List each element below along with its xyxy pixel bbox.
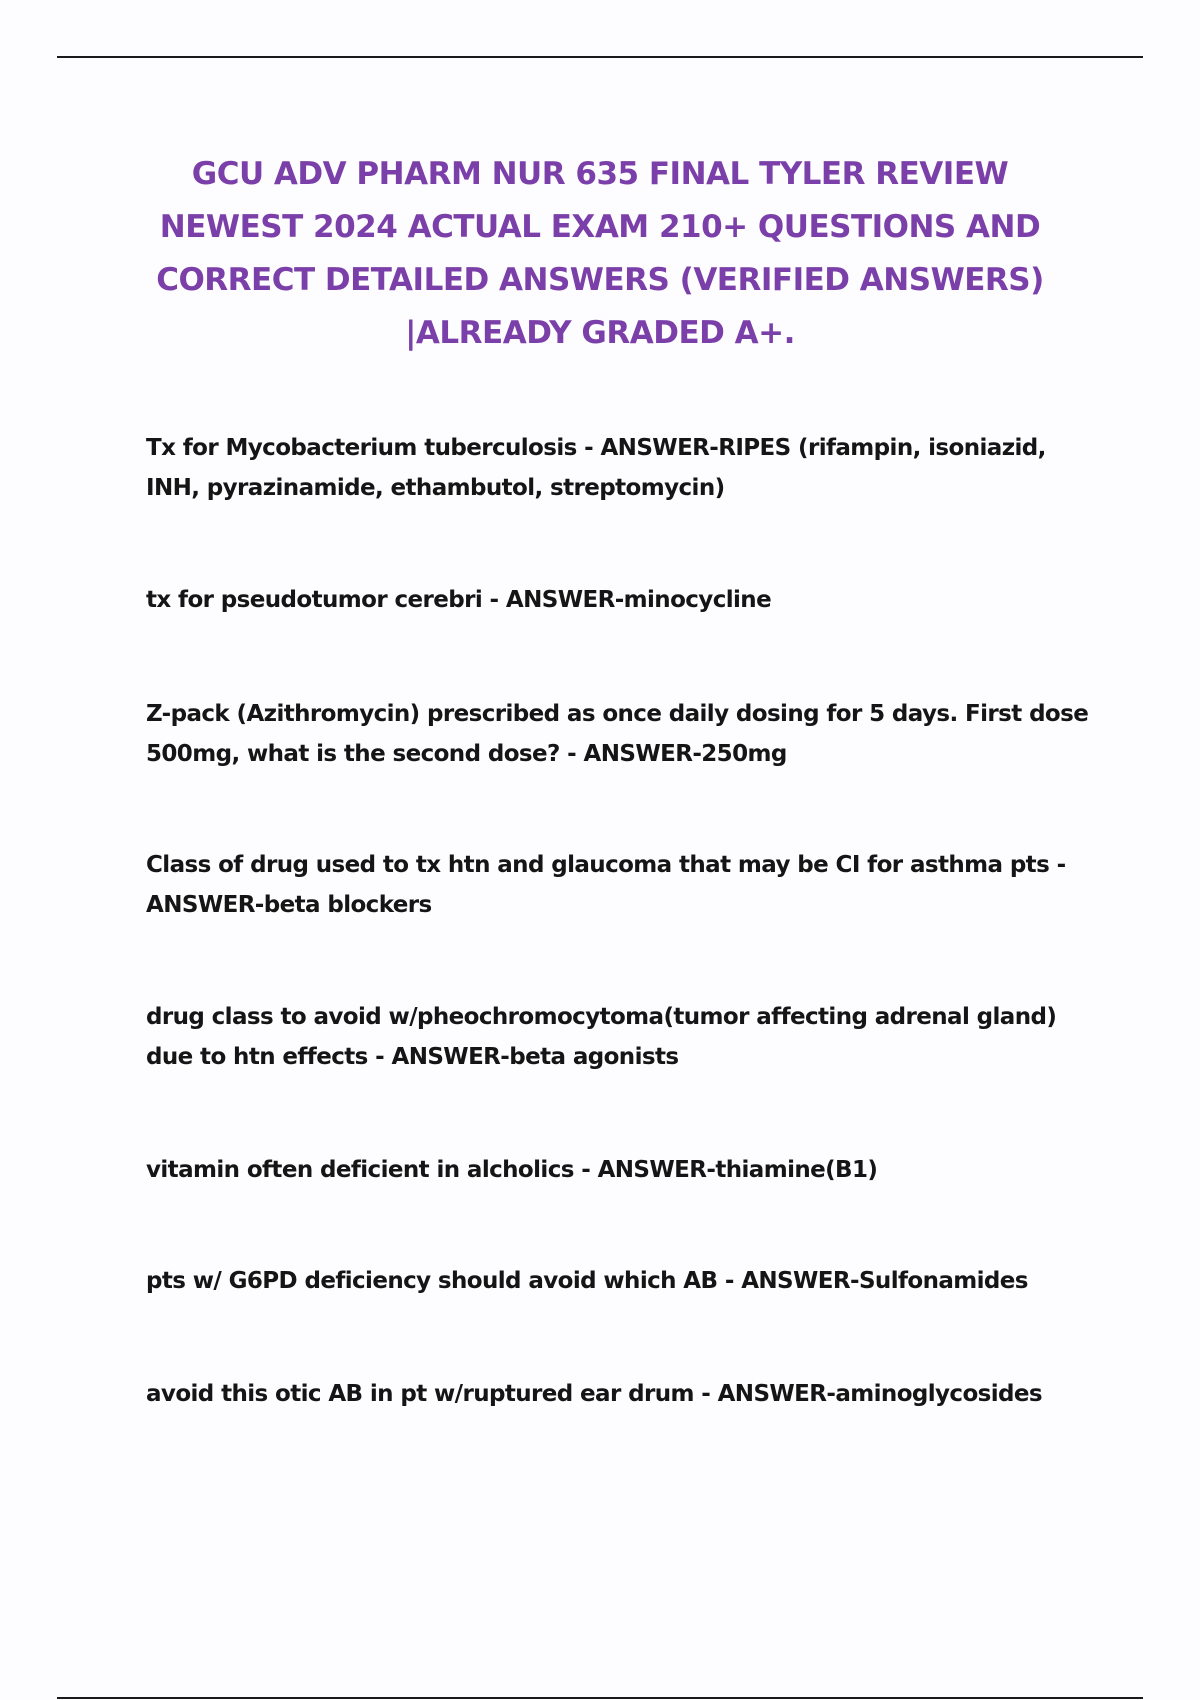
qa-item-g6pd: [146, 1261, 1106, 1301]
top-rule: [57, 56, 1143, 58]
qa-line: ANSWER-beta blockers: [146, 892, 432, 918]
qa-line: due to htn effects - ANSWER-beta agonists: [146, 1044, 679, 1070]
document-title: [150, 148, 1050, 360]
qa-line: INH, pyrazinamide, ethambutol, streptomycin): [146, 475, 725, 501]
title-line: NEWEST 2024 ACTUAL EXAM 210+ QUESTIONS AND: [159, 209, 1041, 245]
qa-item-zpack: [146, 694, 1106, 774]
qa-line: drug class to avoid w/pheochromocytoma(tumor affecting adrenal gland): [146, 1004, 1057, 1030]
qa-item-thiamine: [146, 1150, 1106, 1190]
qa-item-otic-ab: [146, 1374, 1106, 1414]
qa-line: pts w/ G6PD deficiency should avoid which AB - ANSWER-Sulfonamides: [146, 1268, 1028, 1294]
qa-item-tuberculosis: [146, 428, 1106, 508]
qa-line: tx for pseudotumor cerebri - ANSWER-minocycline: [146, 587, 772, 613]
bottom-rule: [57, 1697, 1143, 1699]
qa-line: Class of drug used to tx htn and glaucoma that may be CI for asthma pts -: [146, 852, 1066, 878]
qa-item-pheochromocytoma: [146, 997, 1106, 1077]
title-line: |ALREADY GRADED A+.: [405, 315, 795, 351]
qa-line: 500mg, what is the second dose? - ANSWER-250mg: [146, 741, 787, 767]
qa-line: vitamin often deficient in alcholics - ANSWER-thiamine(B1): [146, 1157, 878, 1183]
title-line: CORRECT DETAILED ANSWERS (VERIFIED ANSWERS): [156, 262, 1044, 298]
qa-line: avoid this otic AB in pt w/ruptured ear drum - ANSWER-aminoglycosides: [146, 1381, 1042, 1407]
qa-line: Z-pack (Azithromycin) prescribed as once daily dosing for 5 days. First dose: [146, 701, 1089, 727]
qa-line: Tx for Mycobacterium tuberculosis - ANSWER-RIPES (rifampin, isoniazid,: [146, 435, 1046, 461]
qa-item-beta-blockers: [146, 845, 1106, 925]
title-line: GCU ADV PHARM NUR 635 FINAL TYLER REVIEW: [191, 156, 1009, 192]
qa-item-pseudotumor: [146, 580, 1106, 620]
